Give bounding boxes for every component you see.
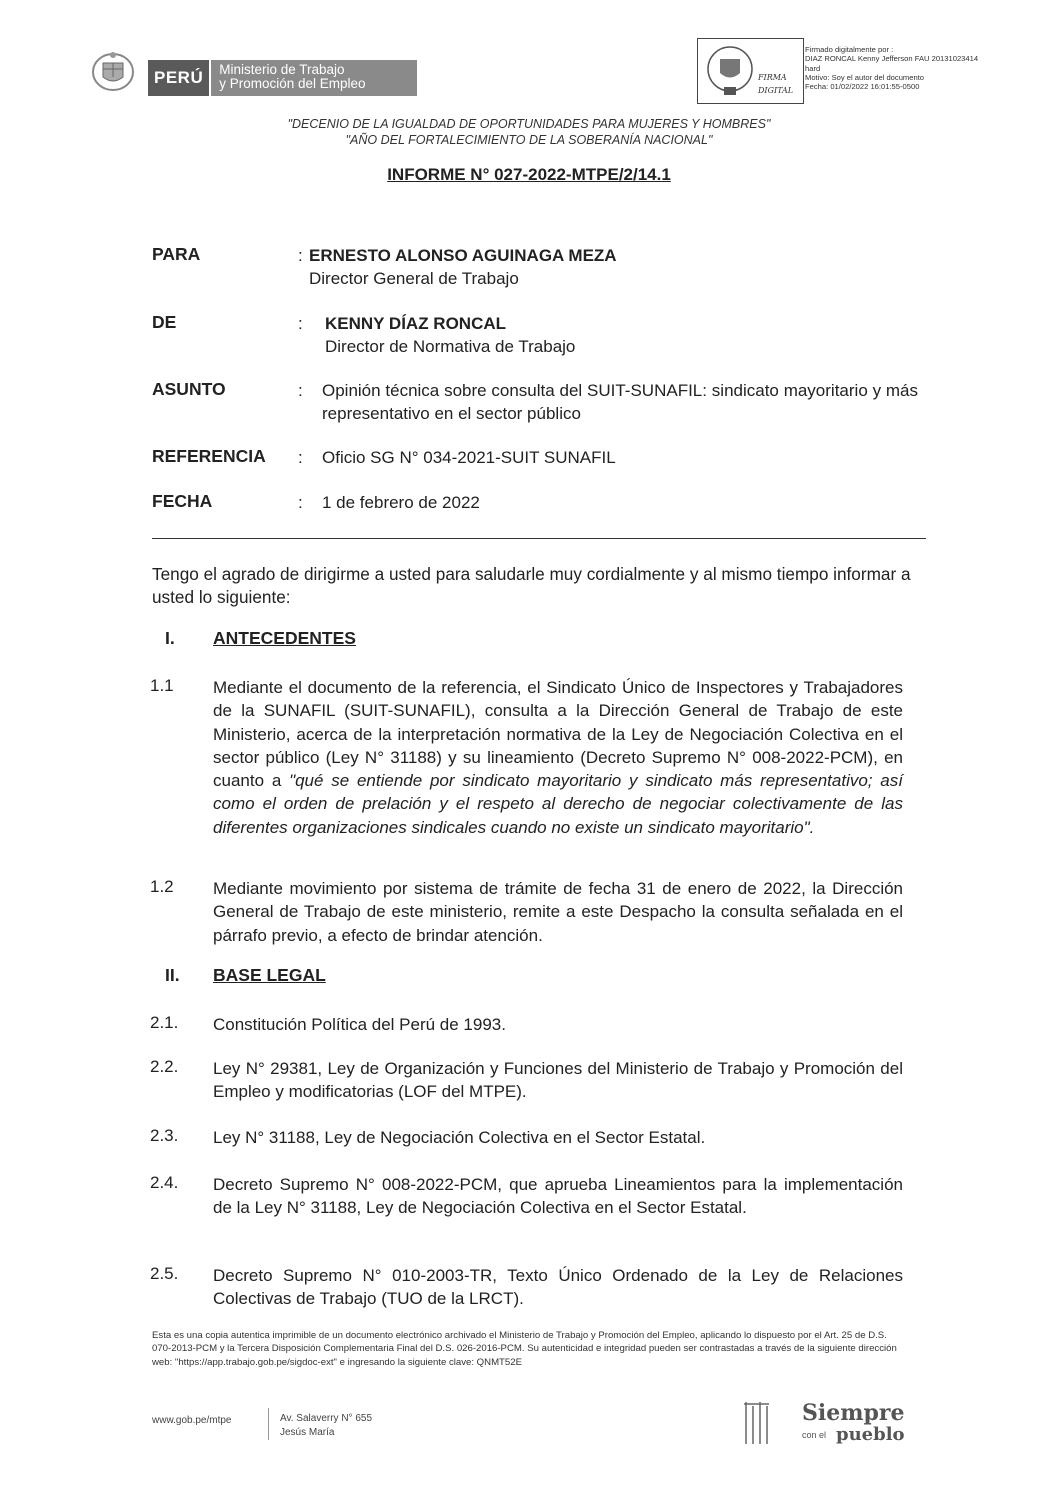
colon: : xyxy=(298,246,303,265)
colon: : xyxy=(298,314,303,333)
footer-divider xyxy=(268,1408,269,1440)
fecha-label: FECHA xyxy=(152,491,213,511)
item-number: 1.2 xyxy=(150,877,174,896)
item-2-1-text: Constitución Política del Perú de 1993. xyxy=(213,1015,506,1034)
section-title-base-legal: BASE LEGAL xyxy=(213,965,326,985)
pueblo-text: pueblo xyxy=(836,1424,905,1445)
motto-line-1: "DECENIO DE LA IGUALDAD DE OPORTUNIDADES PARA MUJERES Y HOMBRES" xyxy=(287,117,771,131)
section-title-antecedentes: ANTECEDENTES xyxy=(213,628,356,648)
report-title: INFORME N° 027-2022-MTPE/2/14.1 xyxy=(387,165,671,184)
ministry-line-2: y Promoción del Empleo xyxy=(219,76,366,91)
digital-signature-stamp xyxy=(697,38,804,104)
item-2-3-text: Ley N° 31188, Ley de Negociación Colectiva en el Sector Estatal. xyxy=(213,1128,706,1147)
item-1-2-text: Mediante movimiento por sistema de trámite de fecha 31 de enero de 2022, la Dirección General de Trabajo de este ministerio, remite a este Despacho la consulta señalada en el párrafo previo, a efecto de brindar atención. xyxy=(213,879,903,945)
section-number: II. xyxy=(165,965,180,985)
para-name: ERNESTO ALONSO AGUINAGA MEZA xyxy=(309,246,617,265)
item-2-5-text: Decreto Supremo N° 010-2003-TR, Texto Único Ordenado de la Ley de Relaciones Colectivas de Trabajo (TUO de la LRCT). xyxy=(213,1266,903,1309)
de-label: DE xyxy=(152,312,177,332)
colon: : xyxy=(298,381,303,400)
section-number: I. xyxy=(165,628,175,648)
asunto-label: ASUNTO xyxy=(152,379,226,399)
item-2-2-text: Ley N° 29381, Ley de Organización y Funciones del Ministerio de Trabajo y Promoción del Empleo y modificatorias (LOF del MTPE). xyxy=(213,1059,903,1102)
colon: : xyxy=(298,493,303,512)
authenticity-note: Esta es una copia autentica imprimible de un documento electrónico archivado el Ministerio de Trabajo y Promoción del Empleo, aplicando lo dispuesto por el Art. 25 de D.S. 070-2013-PCM y la Tercera Disposición Complementaria Final del D.S. 026-2016-PCM. Su autenticidad e integridad pueden ser contrastadas a través de la siguiente dirección web: "https://app.trabajo.gob.pe/sigdoc-ext" e ingresando la siguiente clave: QNMT52E xyxy=(152,1330,897,1368)
item-number: 2.1. xyxy=(150,1013,179,1032)
signature-label-2: DIGITAL xyxy=(758,86,794,95)
website-link[interactable]: www.gob.pe/mtpe xyxy=(152,1415,232,1426)
item-1-1-quote: "qué se entiende por sindicato mayoritario y sindicato más representativo; así como el orden de prelación y el respeto al derecho de negociar colectivamente de las diferentes organizaciones sindicales cuando no existe un sindicato mayoritario". xyxy=(213,771,903,837)
divider xyxy=(152,538,926,539)
motto-line-2: "AÑO DEL FORTALECIMIENTO DE LA SOBERANÍA NACIONAL" xyxy=(345,133,713,147)
asunto-value: Opinión técnica sobre consulta del SUIT-SUNAFIL: sindicato mayoritario y más representativo en el sector público xyxy=(322,381,918,423)
peru-coat-of-arms-icon xyxy=(88,45,138,95)
signature-label-1: FIRMA xyxy=(758,73,787,82)
para-value xyxy=(309,244,904,290)
ministry-logo xyxy=(148,60,417,96)
item-2-4-text: Decreto Supremo N° 008-2022-PCM, que aprueba Lineamientos para la implementación de la Ley N° 31188, Ley de Negociación Colectiva en el Sector Estatal. xyxy=(213,1175,903,1218)
con-el-text: con el xyxy=(802,1430,827,1440)
de-role: Director de Normativa de Trabajo xyxy=(325,337,576,356)
item-number: 2.4. xyxy=(150,1173,179,1192)
item-number: 2.2. xyxy=(150,1057,179,1076)
intro-paragraph: Tengo el agrado de dirigirme a usted para saludarle muy cordialmente y al mismo tiempo informar a usted lo siguiente: xyxy=(152,564,911,608)
para-role: Director General de Trabajo xyxy=(309,269,519,288)
signature-line: DIAZ RONCAL Kenny Jefferson FAU 20131023414 xyxy=(805,54,979,64)
signature-line: hard xyxy=(805,63,821,73)
colon: : xyxy=(298,448,303,467)
de-name: KENNY DÍAZ RONCAL xyxy=(325,314,507,333)
para-label: PARA xyxy=(152,244,201,264)
address-line-2: Jesús María xyxy=(280,1427,335,1438)
item-number: 2.5. xyxy=(150,1264,179,1283)
ministry-line-1: Ministerio de Trabajo xyxy=(219,62,345,77)
signature-line: Firmado digitalmente por : xyxy=(805,45,894,54)
address-line-1: Av. Salaverry N° 655 xyxy=(280,1413,373,1424)
item-1-1-text xyxy=(213,676,903,839)
item-1-1-body: Mediante el documento de la referencia, el Sindicato Único de Inspectores y Trabajadores de la SUNAFIL (SUIT-SUNAFIL), consulta a la Dirección General de Trabajo de este Ministerio, acerca de la interpretación normativa de la Ley de Negociación Colectiva en el sector público (Ley N° 31188) y su lineamiento (Decreto Supremo N° 008-2022-PCM), en cuanto a xyxy=(213,678,903,791)
signature-details xyxy=(805,45,1020,91)
item-number: 2.3. xyxy=(150,1126,179,1145)
signature-seal-icon xyxy=(704,43,756,99)
address xyxy=(280,1412,372,1440)
signature-label xyxy=(758,71,793,97)
item-number: 1.1 xyxy=(150,676,174,695)
siempre-logo-icon xyxy=(742,1398,770,1448)
ministry-name xyxy=(211,60,417,96)
referencia-value: Oficio SG N° 034-2021-SUIT SUNAFIL xyxy=(322,448,616,467)
siempre-text: Siempre xyxy=(802,1400,905,1426)
peru-label: PERÚ xyxy=(148,60,209,96)
signature-line: Motivo: Soy el autor del documento xyxy=(805,72,925,82)
de-value xyxy=(325,312,920,358)
fecha-value: 1 de febrero de 2022 xyxy=(322,493,480,512)
signature-line: Fecha: 01/02/2022 16:01:55-0500 xyxy=(805,82,920,92)
referencia-label: REFERENCIA xyxy=(152,446,266,466)
